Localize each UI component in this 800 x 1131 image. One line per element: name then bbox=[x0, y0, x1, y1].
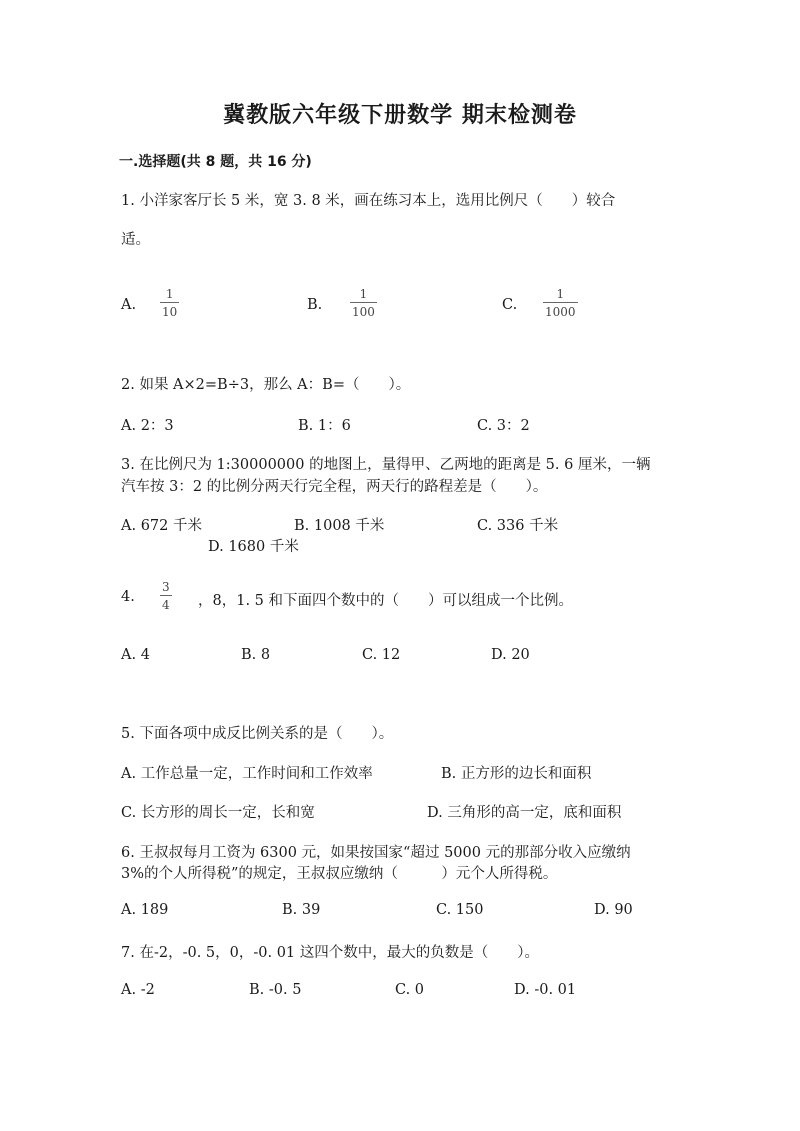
question-4-option-b: B. 8 bbox=[241, 647, 271, 663]
fraction-numerator: 1 bbox=[165, 287, 174, 301]
question-6-option-b: B. 39 bbox=[282, 902, 321, 918]
question-7-stem: 7. 在-2，-0. 5，0，-0. 01 这四个数中，最大的负数是（ ）。 bbox=[121, 945, 540, 961]
question-4-option-d: D. 20 bbox=[491, 647, 530, 663]
fraction-denominator: 4 bbox=[162, 598, 170, 612]
question-3-stem-line2: 汽车按 3：2 的比例分两天行完全程，两天行的路程差是（ ）。 bbox=[121, 479, 548, 495]
question-4-label: 4. bbox=[121, 589, 135, 605]
question-5-option-c: C. 长方形的周长一定，长和宽 bbox=[121, 805, 315, 821]
question-1-option-a-fraction bbox=[160, 288, 179, 318]
question-4-option-a: A. 4 bbox=[121, 647, 150, 663]
question-5-option-a: A. 工作总量一定，工作时间和工作效率 bbox=[121, 766, 373, 782]
section-heading: 一.选择题(共 8 题，共 16 分) bbox=[119, 154, 312, 170]
question-5-option-d: D. 三角形的高一定，底和面积 bbox=[427, 805, 622, 821]
question-2-option-b: B. 1：6 bbox=[298, 418, 351, 434]
question-5-option-b: B. 正方形的边长和面积 bbox=[441, 766, 592, 782]
question-4-option-c: C. 12 bbox=[362, 647, 401, 663]
question-2-option-a: A. 2：3 bbox=[121, 418, 174, 434]
fraction-numerator: 1 bbox=[556, 287, 565, 301]
question-1-option-c-fraction bbox=[543, 288, 578, 318]
fraction-numerator: 1 bbox=[359, 287, 368, 301]
question-4-stem: ，8，1. 5 和下面四个数中的（ ）可以组成一个比例。 bbox=[198, 593, 574, 609]
page-title: 冀教版六年级下册数学 期末检测卷 bbox=[223, 103, 577, 128]
fraction-denominator: 10 bbox=[162, 305, 178, 319]
question-7-option-a: A. -2 bbox=[121, 982, 155, 998]
question-6-stem-line1: 6. 王叔叔每月工资为 6300 元，如果按国家“超过 5000 元的那部分收入应缴纳 bbox=[121, 845, 631, 861]
question-1-option-b-fraction bbox=[350, 288, 377, 318]
question-2-stem: 2. 如果 A×2=B÷3，那么 A：B=（ ）。 bbox=[121, 377, 411, 393]
question-6-option-d: D. 90 bbox=[594, 902, 633, 918]
question-6-stem-line2: 3%的个人所得税”的规定，王叔叔应缴纳（ ）元个人所得税。 bbox=[121, 866, 558, 882]
question-6-option-a: A. 189 bbox=[121, 902, 169, 918]
question-5-stem: 5. 下面各项中成反比例关系的是（ ）。 bbox=[121, 726, 394, 742]
fraction-denominator: 1000 bbox=[545, 305, 576, 319]
question-3-option-a: A. 672 千米 bbox=[121, 518, 202, 534]
question-7-option-d: D. -0. 01 bbox=[514, 982, 577, 998]
question-6-option-c: C. 150 bbox=[436, 902, 484, 918]
question-2-option-c: C. 3：2 bbox=[477, 418, 530, 434]
question-3-option-b: B. 1008 千米 bbox=[294, 518, 385, 534]
question-7-option-c: C. 0 bbox=[395, 982, 425, 998]
question-1-option-a-label: A. bbox=[121, 297, 137, 313]
fraction-denominator: 100 bbox=[352, 305, 375, 319]
fraction-numerator: 3 bbox=[162, 580, 170, 594]
question-1-option-c-label: C. bbox=[502, 297, 518, 313]
question-3-option-d: D. 1680 千米 bbox=[208, 539, 299, 555]
question-7-option-b: B. -0. 5 bbox=[249, 982, 302, 998]
question-1-option-b-label: B. bbox=[307, 297, 323, 313]
question-4-fraction bbox=[160, 581, 172, 611]
question-3-option-c: C. 336 千米 bbox=[477, 518, 559, 534]
question-1-stem-line1: 1. 小洋家客厅长 5 米，宽 3. 8 米，画在练习本上，选用比例尺（ ）较合 bbox=[121, 193, 616, 209]
question-3-stem-line1: 3. 在比例尺为 1:30000000 的地图上，量得甲、乙两地的距离是 5. 6 厘米，一辆 bbox=[121, 457, 651, 473]
question-1-stem-line2: 适。 bbox=[121, 232, 150, 248]
